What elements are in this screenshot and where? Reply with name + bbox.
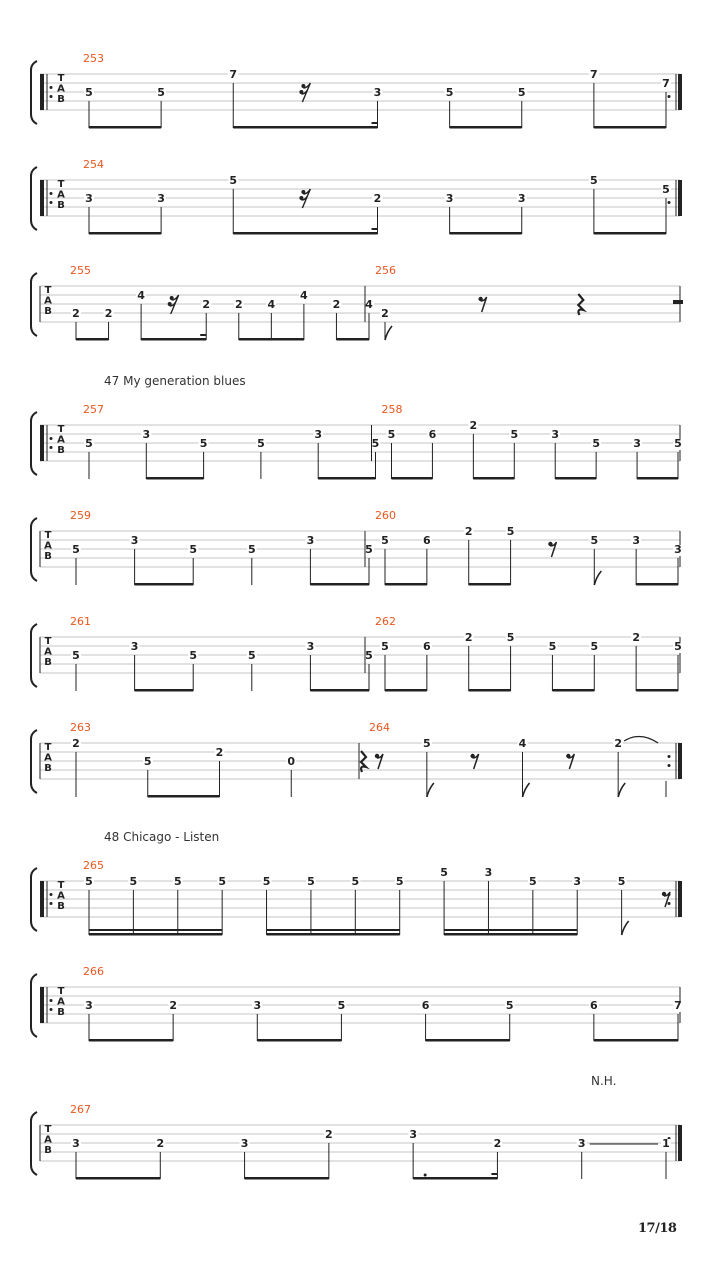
system-8-start-repeat-thick — [40, 881, 44, 917]
fret-number: 5 — [617, 875, 626, 888]
system-6-measure-262-beam — [385, 689, 427, 692]
fret-number: 5 — [674, 437, 682, 450]
system-3-bracket — [31, 273, 37, 336]
system-1-bracket — [31, 61, 37, 124]
system-8-measure-265-flag — [622, 921, 629, 935]
system-4-measure-257-beam — [146, 477, 203, 480]
system-5-measure-260-beam — [636, 583, 678, 586]
measure-number-259: 259 — [70, 509, 91, 522]
fret-number: 5 — [85, 875, 93, 888]
page-number: 17/18 — [638, 1221, 677, 1236]
fret-number: 4 — [518, 737, 527, 750]
fret-number: 2 — [215, 746, 224, 759]
system-1-tab-clef-letter: T — [57, 73, 65, 84]
system-2-measure-254-beam — [594, 232, 666, 235]
measure-number-257: 257 — [83, 403, 104, 416]
fret-number: 5 — [218, 875, 226, 888]
system-8-measure-265-beam-secondary — [89, 929, 222, 931]
measure-number-267: 267 — [70, 1103, 91, 1116]
system-3-tab-clef-letter: T — [44, 285, 52, 296]
fret-number: 5 — [506, 525, 515, 538]
fret-number: 2 — [202, 298, 211, 311]
fret-number: 5 — [387, 428, 396, 441]
system-2-measure-254-beam — [450, 232, 522, 235]
system-7-tab-clef-letter: B — [44, 763, 52, 774]
fret-number: 3 — [577, 1137, 586, 1150]
system-1-measure-253-beam-partial — [372, 122, 378, 124]
fret-number: 3 — [253, 999, 262, 1012]
measure-number-255: 255 — [70, 264, 91, 277]
system-1-end-repeat-thick — [678, 74, 682, 110]
fret-number: 2 — [325, 1128, 333, 1141]
fret-number: 3 — [130, 534, 139, 547]
measure-number-256: 256 — [375, 264, 396, 277]
system-1-start-repeat-dot — [50, 95, 53, 98]
system-4-measure-258-beam — [392, 477, 433, 480]
fret-number: 3 — [445, 192, 454, 205]
fret-number: 5 — [365, 649, 373, 662]
fret-number: 3 — [306, 640, 315, 653]
fret-number: 3 — [72, 1137, 80, 1150]
fret-number: 5 — [381, 534, 389, 547]
system-8-end-repeat-dot — [668, 902, 671, 905]
system-6-measure-262-beam — [552, 689, 594, 692]
fret-number: 4 — [137, 289, 145, 302]
system-1-measure-253-beam — [594, 126, 666, 129]
system-2-end-repeat-dot — [668, 201, 671, 204]
fret-number: 2 — [632, 631, 640, 644]
system-7-measure-264-flag — [427, 783, 434, 797]
fret-number: 5 — [173, 875, 182, 888]
system-9-measure-266-beam — [89, 1039, 173, 1042]
measure-number-260: 260 — [375, 509, 396, 522]
system-1-measure-253-beam — [89, 126, 161, 129]
fret-number: 3 — [517, 192, 526, 205]
fret-number: 3 — [85, 192, 93, 205]
system-1-start-repeat-thick — [40, 74, 44, 110]
system-4-measure-258-beam — [555, 477, 596, 480]
system-7-measure-264-rest-8th — [470, 754, 478, 769]
fret-number: 5 — [674, 640, 682, 653]
system-4-tab-clef-letter: B — [57, 445, 65, 456]
fret-number: 7 — [674, 999, 682, 1012]
fret-number: 5 — [423, 737, 431, 750]
system-1-measure-253-beam — [233, 126, 377, 129]
system-6-tab-clef-letter: A — [44, 646, 52, 658]
fret-number: 2 — [464, 631, 473, 644]
system-8-measure-265-beam — [267, 933, 400, 936]
system-2-tab-clef-letter: B — [57, 200, 65, 211]
fret-number: 5 — [590, 534, 599, 547]
natural-harmonic-label: N.H. — [591, 1074, 617, 1088]
fret-number: 5 — [72, 543, 80, 556]
fret-number: 2 — [72, 737, 80, 750]
system-4-tab-clef-letter: A — [57, 434, 65, 446]
system-5-tab-clef-letter: A — [44, 540, 52, 552]
system-2-tab-clef-letter: T — [57, 179, 65, 190]
system-10-tab-clef-letter: B — [44, 1145, 52, 1156]
fret-number: 5 — [590, 174, 598, 187]
fret-number: 5 — [189, 649, 198, 662]
fret-number: 4 — [300, 289, 308, 302]
system-8-measure-265-beam-secondary — [267, 929, 400, 931]
system-7-end-repeat-dot — [668, 764, 671, 767]
system-9-measure-266-beam — [426, 1039, 510, 1042]
system-10-measure-267-beam — [76, 1177, 160, 1180]
system-10-measure-267-beam-partial — [491, 1173, 497, 1175]
system-8-measure-265-beam-secondary — [444, 929, 577, 931]
fret-number: 3 — [674, 543, 682, 556]
measure-number-253: 253 — [83, 52, 104, 65]
fret-number: 5 — [247, 649, 256, 662]
fret-number: 5 — [262, 875, 271, 888]
fret-number: 7 — [229, 68, 238, 81]
system-3-tab-clef-letter: B — [44, 306, 52, 317]
system-7-bracket — [31, 730, 37, 793]
system-8-measure-265-beam — [89, 933, 222, 936]
fret-number: 2 — [234, 298, 243, 311]
system-7-tab-clef-letter: A — [44, 752, 52, 764]
system-7-measure-264-tie — [624, 736, 658, 743]
fret-number: 6 — [423, 640, 431, 653]
system-9-start-repeat-dot — [50, 999, 53, 1002]
system-2-measure-254-beam — [233, 232, 377, 235]
fret-number: 5 — [445, 86, 454, 99]
fret-number: 2 — [614, 737, 622, 750]
system-10-measure-267-dot — [424, 1174, 427, 1177]
system-2-bracket — [31, 167, 37, 230]
fret-number: 5 — [381, 640, 389, 653]
system-9-bracket — [31, 974, 37, 1037]
system-8-measure-265-beam — [444, 933, 577, 936]
system-9-tab-clef-letter: T — [57, 986, 65, 997]
system-2-end-repeat-thick — [678, 180, 682, 216]
system-2-measure-254-rest-16th — [299, 189, 310, 208]
system-4-start-repeat-dot — [50, 446, 53, 449]
fret-number: 5 — [229, 174, 238, 187]
fret-number: 5 — [351, 875, 360, 888]
system-6-tab-clef-letter: T — [44, 636, 52, 647]
measure-number-264: 264 — [369, 721, 390, 734]
system-6-tab-clef-letter: B — [44, 657, 52, 668]
system-5-measure-260-flag — [594, 571, 601, 585]
system-4-tab-clef-letter: T — [57, 424, 65, 435]
fret-number: 3 — [409, 1128, 417, 1141]
system-6-bracket — [31, 624, 37, 687]
fret-number: 5 — [85, 437, 93, 450]
measure-number-254: 254 — [83, 158, 104, 171]
fret-number: 5 — [199, 437, 208, 450]
system-9-start-repeat-thick — [40, 987, 44, 1023]
system-10-end-repeat-thick — [678, 1125, 682, 1161]
system-8-start-repeat-dot — [50, 893, 53, 896]
system-3-tab-clef-letter: A — [44, 295, 52, 307]
fret-number: 5 — [189, 543, 198, 556]
fret-number: 7 — [590, 68, 598, 81]
measure-number-266: 266 — [83, 965, 104, 978]
system-6-measure-262-beam — [469, 689, 511, 692]
system-7-measure-264-rest-8th — [566, 754, 574, 769]
fret-number: 6 — [590, 999, 598, 1012]
system-5-measure-259-beam — [135, 583, 194, 586]
fret-number: 5 — [371, 437, 380, 450]
system-7-measure-264-flag — [523, 783, 530, 797]
fret-number: 5 — [157, 86, 165, 99]
system-7-measure-263-beam — [148, 795, 220, 798]
fret-number: 3 — [632, 534, 640, 547]
measure-number-263: 263 — [70, 721, 91, 734]
fret-number: 5 — [307, 875, 315, 888]
system-4-measure-258-beam — [637, 477, 678, 480]
system-5-bracket — [31, 518, 37, 581]
fret-number: 3 — [240, 1137, 249, 1150]
system-5-tab-clef-letter: B — [44, 551, 52, 562]
fret-number: 5 — [506, 631, 515, 644]
system-5-measure-259-beam — [310, 583, 369, 586]
system-3-measure-256-rest-half — [673, 300, 683, 304]
fret-number: 5 — [505, 999, 514, 1012]
fret-number: 5 — [529, 875, 537, 888]
fret-number: 5 — [592, 437, 600, 450]
system-4-start-repeat-dot — [50, 437, 53, 440]
system-9-start-repeat-dot — [50, 1008, 53, 1011]
system-4-start-repeat-thick — [40, 425, 44, 461]
fret-number: 5 — [365, 543, 373, 556]
system-6-measure-262-beam — [636, 689, 678, 692]
fret-number: 2 — [104, 307, 113, 320]
fret-number: 3 — [373, 86, 382, 99]
fret-number: 6 — [428, 428, 437, 441]
fret-number: 5 — [247, 543, 256, 556]
measure-number-262: 262 — [375, 615, 396, 628]
fret-number: 3 — [306, 534, 315, 547]
system-8-tab-clef-letter: T — [57, 880, 65, 891]
fret-number: 3 — [130, 640, 139, 653]
system-3-measure-256-flag — [385, 326, 392, 340]
fret-number: 5 — [257, 437, 265, 450]
system-1-measure-253-rest-16th — [299, 83, 310, 102]
fret-number: 5 — [72, 649, 80, 662]
fret-number: 5 — [510, 428, 519, 441]
system-1-end-repeat-dot — [668, 95, 671, 98]
fret-number: 2 — [469, 419, 478, 432]
fret-number: 5 — [548, 640, 557, 653]
system-9-measure-266-beam — [594, 1039, 678, 1042]
fret-number: 4 — [365, 298, 373, 311]
system-3-measure-255-beam — [336, 338, 369, 341]
fret-number: 2 — [373, 192, 382, 205]
section-title-chicago-listen: 48 Chicago - Listen — [104, 830, 220, 844]
fret-number: 5 — [590, 640, 599, 653]
fret-number: 2 — [72, 307, 80, 320]
fret-number: 3 — [85, 999, 93, 1012]
fret-number: 6 — [423, 534, 431, 547]
fret-number: 5 — [440, 866, 448, 879]
fret-number: 3 — [551, 428, 560, 441]
system-5-measure-260-beam — [469, 583, 511, 586]
system-3-measure-255-rest-16th — [168, 295, 179, 314]
fret-number: 4 — [267, 298, 276, 311]
measure-number-258: 258 — [381, 403, 403, 416]
fret-number: 5 — [517, 86, 526, 99]
system-10-tab-clef-letter: T — [44, 1124, 52, 1135]
fret-number: 5 — [129, 875, 138, 888]
section-title-my-generation-blues: 47 My generation blues — [104, 374, 246, 388]
system-10-measure-267-beam — [413, 1177, 497, 1180]
system-2-start-repeat-thick — [40, 180, 44, 216]
fret-number: 3 — [157, 192, 165, 205]
system-2-tab-clef-letter: A — [57, 189, 65, 201]
system-8-end-repeat-thick — [678, 881, 682, 917]
system-9-tab-clef-letter: B — [57, 1007, 65, 1018]
system-2-start-repeat-dot — [50, 192, 53, 195]
fret-number: 3 — [142, 428, 151, 441]
fret-number: 5 — [337, 999, 346, 1012]
fret-number: 3 — [314, 428, 323, 441]
fret-number: 2 — [156, 1137, 165, 1150]
system-1-tab-clef-letter: B — [57, 94, 65, 105]
system-7-measure-264-rest-8th — [375, 754, 383, 769]
system-5-measure-260-beam — [385, 583, 427, 586]
system-4-bracket — [31, 412, 37, 475]
system-1-start-repeat-dot — [50, 86, 53, 89]
system-3-measure-256-rest-quarter — [578, 294, 583, 315]
system-8-tab-clef-letter: A — [57, 890, 65, 902]
fret-number: 5 — [395, 875, 404, 888]
fret-number: 7 — [662, 77, 670, 90]
fret-number: 6 — [421, 999, 430, 1012]
system-3-measure-255-beam — [141, 338, 206, 341]
fret-number: 0 — [287, 755, 296, 768]
system-2-start-repeat-dot — [50, 201, 53, 204]
system-9-tab-clef-letter: A — [57, 996, 65, 1008]
system-8-tab-clef-letter: B — [57, 901, 65, 912]
system-3-measure-255-beam — [76, 338, 109, 341]
system-7-end-repeat-dot — [668, 755, 671, 758]
system-5-tab-clef-letter: T — [44, 530, 52, 541]
system-4-measure-258-beam — [473, 477, 514, 480]
system-10-measure-267-beam — [245, 1177, 329, 1180]
system-2-measure-254-beam — [89, 232, 161, 235]
system-5-measure-260-rest-8th — [548, 542, 556, 557]
system-4-measure-257-beam — [318, 477, 375, 480]
system-7-end-repeat-thick — [678, 743, 682, 779]
system-6-measure-261-beam — [310, 689, 369, 692]
measure-number-265: 265 — [83, 859, 104, 872]
fret-number: 5 — [143, 755, 152, 768]
system-7-measure-264-flag — [618, 783, 625, 797]
system-1-measure-253-beam — [450, 126, 522, 129]
fret-number: 5 — [662, 183, 670, 196]
system-6-measure-261-beam — [135, 689, 194, 692]
system-9-measure-266-beam — [257, 1039, 341, 1042]
system-10-tab-clef-letter: A — [44, 1134, 52, 1146]
system-3-measure-255-beam-partial — [200, 334, 206, 336]
fret-number: 3 — [573, 875, 582, 888]
fret-number: 5 — [85, 86, 93, 99]
fret-number: 2 — [381, 307, 389, 320]
system-8-bracket — [31, 868, 37, 931]
system-2-measure-254-beam-partial — [372, 228, 378, 230]
system-7-tab-clef-letter: T — [44, 742, 52, 753]
system-3-measure-255-beam — [239, 338, 304, 341]
fret-number: 2 — [332, 298, 341, 311]
fret-number: 1 — [662, 1137, 670, 1150]
fret-number: 3 — [633, 437, 641, 450]
fret-number: 2 — [493, 1137, 502, 1150]
fret-number: 3 — [484, 866, 493, 879]
fret-number: 2 — [169, 999, 177, 1012]
fret-number: 2 — [464, 525, 473, 538]
system-7-measure-263-rest-quarter — [361, 751, 366, 772]
system-10-bracket — [31, 1112, 37, 1175]
system-1-tab-clef-letter: A — [57, 83, 65, 95]
measure-number-261: 261 — [70, 615, 91, 628]
system-8-start-repeat-dot — [50, 902, 53, 905]
